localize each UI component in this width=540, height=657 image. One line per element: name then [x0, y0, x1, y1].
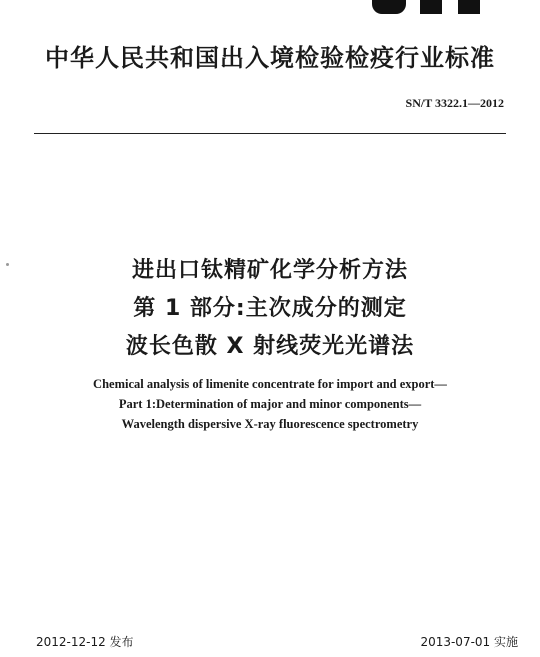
header-divider	[34, 133, 506, 134]
chinese-title-line-3: 波长色散 X 射线荧光光谱法	[125, 334, 415, 359]
english-title-line-1: Chemical analysis of limenite concentrate for import and export—	[93, 377, 447, 391]
logo-stroke	[372, 0, 406, 14]
organization-title: 中华人民共和国出入境检验检疫行业标准	[45, 44, 495, 72]
standard-number: SN/T 3322.1—2012	[405, 96, 504, 110]
english-title	[0, 374, 540, 434]
logo-stroke	[420, 0, 442, 14]
sn-logo	[372, 0, 492, 14]
chinese-title-line-1: 进出口钛精矿化学分析方法	[131, 258, 408, 283]
logo-stroke	[458, 0, 480, 14]
issue-date: 2012-12-12 发布	[36, 635, 134, 649]
chinese-title-line-2: 第 1 部分:主次成分的测定	[133, 296, 407, 321]
english-title-line-3: Wavelength dispersive X-ray fluorescence spectrometry	[121, 417, 419, 431]
implementation-date: 2013-07-01 实施	[420, 635, 518, 649]
chinese-title	[0, 252, 540, 366]
english-title-line-2: Part 1:Determination of major and minor components—	[118, 397, 422, 411]
